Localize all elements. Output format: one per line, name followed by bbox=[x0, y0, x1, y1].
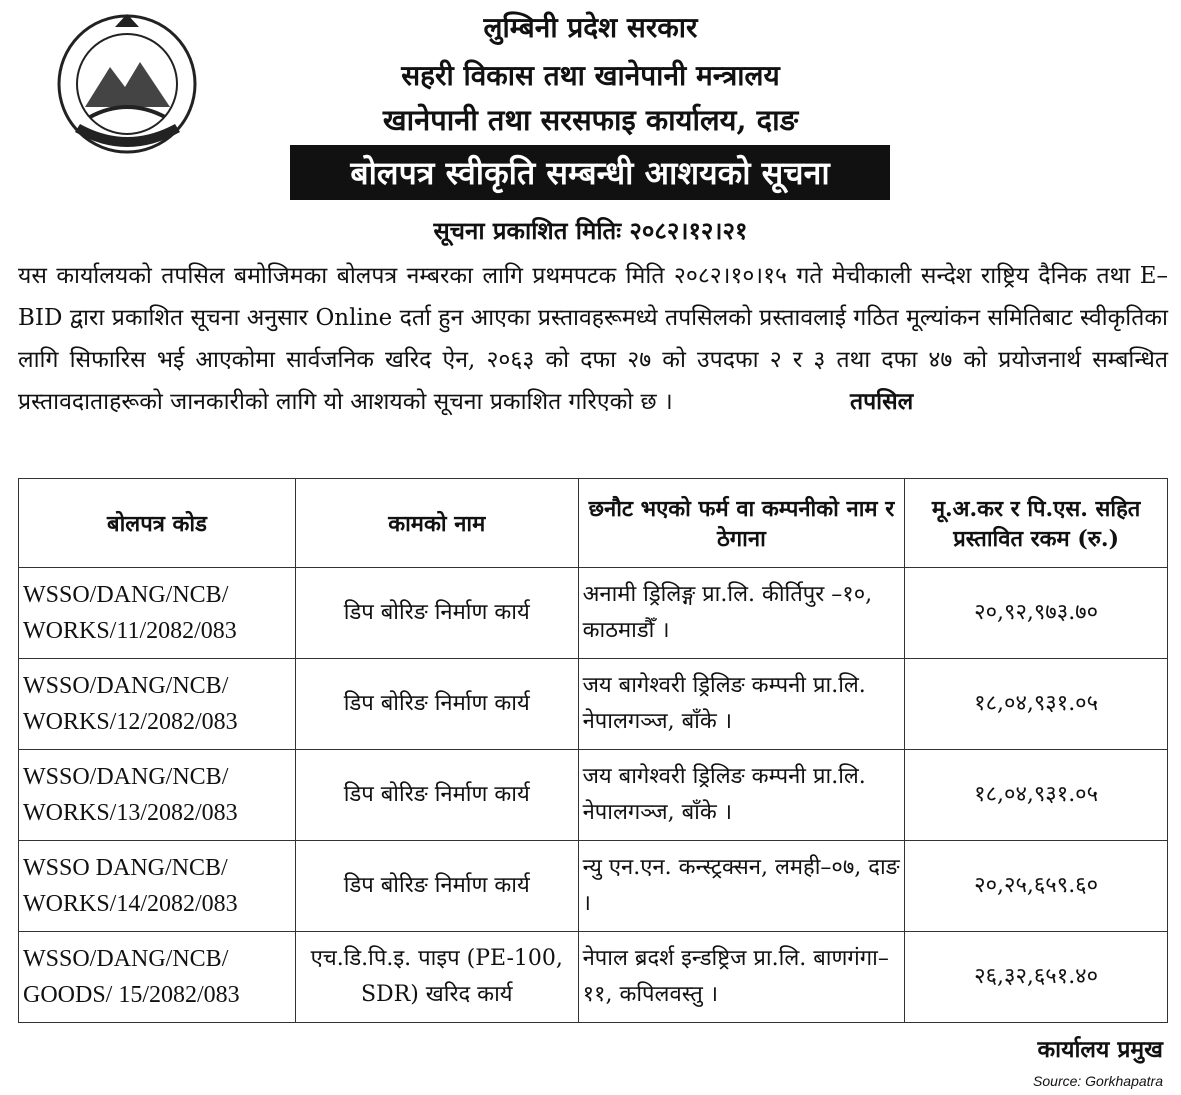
table-row bbox=[19, 750, 1168, 841]
work-name-cell: डिप बोरिङ निर्माण कार्य bbox=[295, 568, 578, 659]
work-name-cell: एच.डि.पि.इ. पाइप (PE-100, SDR) खरिद कार्य bbox=[295, 932, 578, 1023]
schedule-label: तपसिल bbox=[849, 388, 914, 415]
firm-cell: अनामी ड्रिलिङ्ग प्रा.लि. कीर्तिपुर –१०, काठमाडौँ । bbox=[578, 568, 905, 659]
firm-cell: नेपाल ब्रदर्श इन्डष्ट्रिज प्रा.लि. बाणगंगा–११, कपिलवस्तु । bbox=[578, 932, 905, 1023]
header-work-name: कामको नाम bbox=[295, 479, 578, 568]
bid-code-cell: WSSO/DANG/NCB/ WORKS/11/2082/083 bbox=[19, 568, 296, 659]
office-title: खानेपानी तथा सरसफाइ कार्यालय, दाङ bbox=[382, 103, 799, 137]
header-amount: मू.अ.कर र पि.एस. सहित प्रस्तावित रकम (रु.) bbox=[905, 479, 1168, 568]
amount-cell: १८,०४,९३१.०५ bbox=[905, 750, 1168, 841]
notice-body-text: यस कार्यालयको तपसिल बमोजिमका बोलपत्र नम्बरका लागि प्रथमपटक मिति २०८२।१०।१५ गते मेचीकाली सन्देश राष्ट्रिय दैनिक तथा E–BID द्वारा प्रकाशित सूचना अनुसार Online दर्ता हुन आएका प्रस्तावहरूमध्ये तपसिलको प्रस्तावलाई गठित मूल्यांकन समितिबाट स्वीकृतिका लागि सिफारिस भई आएकोमा सार्वजनिक खरिद ऐन, २०६३ को दफा २७ को उपदफा २ र ३ तथा दफा ४७ को प्रयोजनार्थ सम्बन्धित प्रस्तावदाताहरूको जानकारीको लागि यो आशयको सूचना प्रकाशित गरिएको छ । bbox=[18, 263, 1168, 415]
work-name-cell: डिप बोरिङ निर्माण कार्य bbox=[295, 750, 578, 841]
notice-title-banner: बोलपत्र स्वीकृति सम्बन्धी आशयको सूचना bbox=[290, 145, 890, 200]
table-row bbox=[19, 659, 1168, 750]
table-row bbox=[19, 568, 1168, 659]
header-bid-code: बोलपत्र कोड bbox=[19, 479, 296, 568]
bid-code-cell: WSSO DANG/NCB/ WORKS/14/2082/083 bbox=[19, 841, 296, 932]
amount-cell: २०,९२,९७३.७० bbox=[905, 568, 1168, 659]
province-title: लुम्बिनी प्रदेश सरकार bbox=[483, 11, 698, 44]
table-row bbox=[19, 932, 1168, 1023]
work-name-cell: डिप बोरिङ निर्माण कार्य bbox=[295, 659, 578, 750]
amount-cell: २०,२५,६५९.६० bbox=[905, 841, 1168, 932]
amount-cell: १८,०४,९३१.०५ bbox=[905, 659, 1168, 750]
header-firm: छनौट भएको फर्म वा कम्पनीको नाम र ठेगाना bbox=[578, 479, 905, 568]
publish-date: सूचना प्रकाशित मितिः २०८२।१२।२१ bbox=[433, 216, 748, 245]
bid-table bbox=[18, 478, 1168, 1023]
bid-code-cell: WSSO/DANG/NCB/ WORKS/12/2082/083 bbox=[19, 659, 296, 750]
signatory: कार्यालय प्रमुख bbox=[1037, 1036, 1163, 1063]
amount-cell: २६,३२,६५१.४० bbox=[905, 932, 1168, 1023]
firm-cell: जय बागेश्वरी ड्रिलिङ कम्पनी प्रा.लि. नेपालगञ्ज, बाँके । bbox=[578, 750, 905, 841]
bid-code-cell: WSSO/DANG/NCB/ WORKS/13/2082/083 bbox=[19, 750, 296, 841]
work-name-cell: डिप बोरिङ निर्माण कार्य bbox=[295, 841, 578, 932]
ministry-title: सहरी विकास तथा खानेपानी मन्त्रालय bbox=[401, 59, 780, 92]
firm-cell: न्यु एन.एन. कन्स्ट्रक्सन, लमही–०७, दाङ । bbox=[578, 841, 905, 932]
notice-paragraph bbox=[18, 255, 1168, 423]
table-header-row bbox=[19, 479, 1168, 568]
source-credit: Source: Gorkhapatra bbox=[1033, 1073, 1163, 1089]
bid-code-cell: WSSO/DANG/NCB/ GOODS/ 15/2082/083 bbox=[19, 932, 296, 1023]
table-row bbox=[19, 841, 1168, 932]
firm-cell: जय बागेश्वरी ड्रिलिङ कम्पनी प्रा.लि. नेपालगञ्ज, बाँके । bbox=[578, 659, 905, 750]
